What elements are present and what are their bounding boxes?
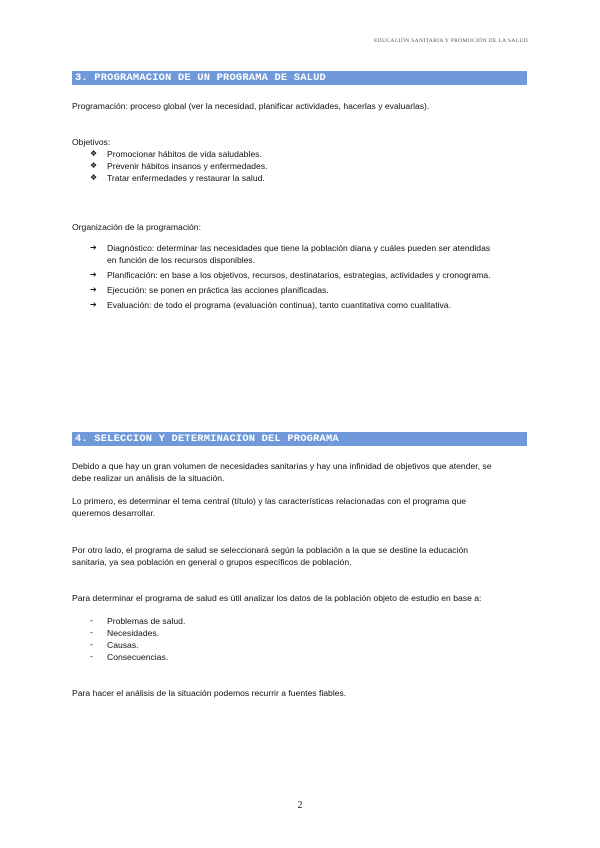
list-item: - Causas.	[90, 640, 139, 650]
organization-label: Organización de la programación:	[72, 222, 201, 232]
section-3-heading-bar	[72, 71, 527, 85]
list-item: - Problemas de salud.	[90, 616, 186, 626]
section-3-title: 3. PROGRAMACION DE UN PROGRAMA DE SALUD	[75, 72, 326, 84]
list-item: ➔ Planificación: en base a los objetivos, recursos, destinatarios, estrategias, actividades y cronograma.	[90, 270, 491, 280]
section-4-heading-bar	[72, 432, 527, 446]
arrow-right-icon: ➔	[90, 270, 97, 279]
organization-list	[90, 242, 530, 314]
paragraph-central-theme: Lo primero, es determinar el tema central (título) y las características relacionadas con el programa que queremos desarrollar.	[72, 496, 467, 518]
list-item: ❖ Promocionar hábitos de vida saludables.	[90, 149, 262, 159]
programming-definition: Programación: proceso global (ver la necesidad, planificar actividades, hacerlas y evaluarlas).	[72, 101, 430, 111]
list-item: ➔ Ejecución: se ponen en práctica las acciones planificadas.	[90, 285, 329, 295]
section-4-title: 4. SELECCION Y DETERMINACION DEL PROGRAMA	[75, 433, 339, 445]
paragraph-reliable-sources: Para hacer el análisis de la situación podemos recurrir a fuentes fiables.	[72, 688, 347, 698]
list-item: ➔ Evaluación: de todo el programa (evaluación continua), tanto cuantitativa como cualitativa.	[90, 300, 451, 310]
objectives-label: Objetivos:	[72, 137, 111, 147]
dash-icon: -	[90, 616, 93, 625]
diamond-flower-icon: ❖	[90, 149, 98, 158]
objectives-list	[90, 148, 530, 184]
list-item: ❖ Prevenir hábitos insanos y enfermedades.	[90, 161, 268, 171]
list-item: ➔ Diagnóstico: determinar las necesidades que tiene la población diana y cuáles pueden ser atendidas en función de los recursos disponibles.	[90, 243, 491, 265]
diamond-flower-icon: ❖	[90, 161, 98, 170]
arrow-right-icon: ➔	[90, 243, 97, 252]
list-item: - Consecuencias.	[90, 652, 169, 662]
paragraph-analysis-basis: Para determinar el programa de salud es útil analizar los datos de la población objeto de estudio en base a:	[72, 593, 482, 603]
dash-icon: -	[90, 628, 93, 637]
paragraph-needs: Debido a que hay un gran volumen de necesidades sanitarias y hay una infinidad de objetivos que atender, se debe realizar un análisis de la situación.	[72, 461, 492, 483]
diamond-flower-icon: ❖	[90, 173, 98, 182]
dash-icon: -	[90, 652, 93, 661]
arrow-right-icon: ➔	[90, 285, 97, 294]
list-item: - Necesidades.	[90, 628, 160, 638]
paragraph-target-population: Por otro lado, el programa de salud se seleccionará según la población a la que se destine la educación sanitaria, ya sea población en general o grupos específicos de población.	[72, 545, 469, 567]
list-item: ❖ Tratar enfermedades y restaurar la salud.	[90, 173, 265, 183]
arrow-right-icon: ➔	[90, 300, 97, 309]
analysis-list	[90, 615, 530, 663]
dash-icon: -	[90, 640, 93, 649]
running-header: EDUCACIÓN SANITARIA Y PROMOCIÓN DE LA SALUD	[373, 38, 528, 44]
page-number: 2	[297, 800, 303, 811]
